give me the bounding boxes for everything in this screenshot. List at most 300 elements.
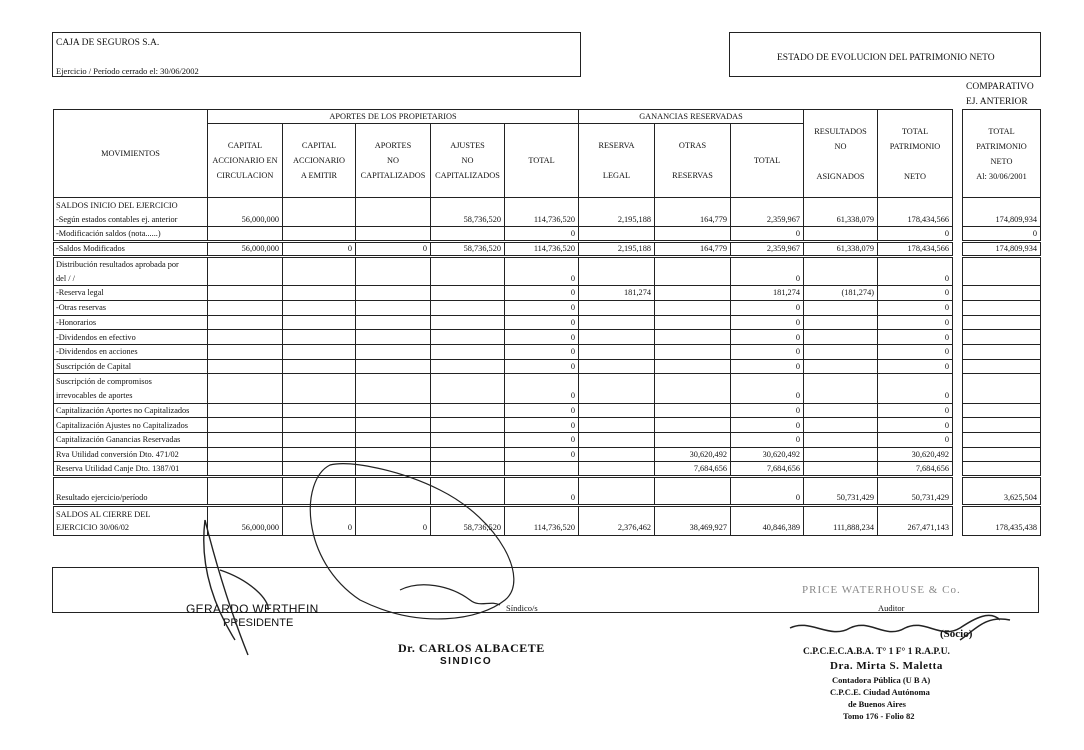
cell-value: 0 <box>731 491 804 506</box>
cell-value <box>208 462 283 477</box>
cell-value: 2,376,462 <box>579 521 655 536</box>
cell-value: 0 <box>505 286 579 301</box>
col-header-aportes-no-cap: APORTES NO CAPITALIZADOS <box>356 124 431 198</box>
cell-value <box>431 491 505 506</box>
cell-value: 0 <box>731 330 804 345</box>
cell-value <box>655 506 731 521</box>
row-label: -Reserva legal <box>54 286 208 301</box>
table-row <box>54 227 953 242</box>
comparativo-value <box>963 300 1041 315</box>
cell-value: 0 <box>505 315 579 330</box>
cell-value: 0 <box>505 271 579 286</box>
comparativo-row <box>963 286 1041 301</box>
table-row <box>54 521 953 536</box>
cell-value <box>804 256 878 271</box>
company-box <box>52 32 581 77</box>
cell-value <box>579 506 655 521</box>
cell-value <box>579 227 655 242</box>
comparativo-row <box>963 418 1041 433</box>
cell-value: 0 <box>731 388 804 403</box>
cell-value: 0 <box>356 521 431 536</box>
cell-value <box>431 477 505 492</box>
cell-value <box>208 506 283 521</box>
row-label: Suscripción de compromisos <box>54 374 208 389</box>
comparativo-value <box>963 315 1041 330</box>
cell-value: 30,620,492 <box>655 447 731 462</box>
cell-value <box>356 418 431 433</box>
comparativo-row <box>963 271 1041 286</box>
cell-value <box>804 315 878 330</box>
cell-value <box>655 374 731 389</box>
cell-value: 0 <box>878 403 953 418</box>
cell-value <box>655 418 731 433</box>
comparativo-value <box>963 403 1041 418</box>
cell-value <box>283 330 356 345</box>
cell-value <box>208 344 283 359</box>
row-label: Capitalización Ganancias Reservadas <box>54 433 208 448</box>
cell-value: 2,359,967 <box>731 242 804 257</box>
table-row <box>54 477 953 492</box>
cell-value <box>505 198 579 213</box>
cell-value: 178,434,566 <box>878 242 953 257</box>
cell-value <box>208 330 283 345</box>
cell-value: 181,274 <box>579 286 655 301</box>
cell-value <box>579 388 655 403</box>
cell-value: 181,274 <box>731 286 804 301</box>
sindico-title: SINDICO <box>440 656 493 667</box>
cell-value: 0 <box>731 271 804 286</box>
cell-value: 0 <box>878 300 953 315</box>
cell-value <box>356 300 431 315</box>
cell-value: 0 <box>731 300 804 315</box>
cell-value <box>505 256 579 271</box>
cell-value <box>356 330 431 345</box>
cell-value <box>804 462 878 477</box>
cell-value <box>208 271 283 286</box>
cell-value <box>283 212 356 227</box>
cell-value: 0 <box>505 418 579 433</box>
cell-value <box>655 344 731 359</box>
cell-value: 7,684,656 <box>878 462 953 477</box>
period-label: Ejercicio / Período cerrado el: 30/06/2002 <box>56 66 199 76</box>
cell-value <box>208 477 283 492</box>
cell-value <box>283 271 356 286</box>
cell-value: 58,736,520 <box>431 521 505 536</box>
row-label: -Saldos Modificados <box>54 242 208 257</box>
cell-value: 0 <box>878 315 953 330</box>
table-row <box>54 300 953 315</box>
cell-value: 0 <box>356 242 431 257</box>
cell-value: 56,000,000 <box>208 212 283 227</box>
table-row <box>54 212 953 227</box>
cell-value <box>283 286 356 301</box>
cell-value <box>731 256 804 271</box>
comparativo-row <box>963 374 1041 389</box>
cell-value <box>804 359 878 374</box>
company-name: CAJA DE SEGUROS S.A. <box>56 38 160 48</box>
group-header-ganancias: GANANCIAS RESERVADAS <box>579 110 804 124</box>
cell-value <box>356 462 431 477</box>
cell-value <box>804 300 878 315</box>
cell-value: 38,469,927 <box>655 521 731 536</box>
row-label: SALDOS AL CIERRE DEL <box>54 506 208 521</box>
cell-value: 114,736,520 <box>505 521 579 536</box>
cell-value <box>804 433 878 448</box>
cell-value <box>208 256 283 271</box>
cell-value: 0 <box>505 359 579 374</box>
cell-value: 0 <box>505 388 579 403</box>
cell-value <box>283 447 356 462</box>
cell-value <box>431 227 505 242</box>
cell-value <box>804 271 878 286</box>
table-row <box>54 286 953 301</box>
col-header-movimientos: MOVIMIENTOS <box>54 110 208 198</box>
table-row <box>54 330 953 345</box>
cell-value <box>283 477 356 492</box>
table-row <box>54 462 953 477</box>
cell-value <box>283 388 356 403</box>
cell-value: 0 <box>878 330 953 345</box>
comparativo-value <box>963 359 1041 374</box>
cell-value: 0 <box>283 242 356 257</box>
cell-value <box>731 477 804 492</box>
cell-value <box>804 198 878 213</box>
cell-value <box>356 315 431 330</box>
cell-value <box>356 374 431 389</box>
cell-value: 0 <box>505 491 579 506</box>
cell-value <box>431 433 505 448</box>
comparativo-value <box>963 344 1041 359</box>
cell-value <box>208 359 283 374</box>
cell-value <box>283 300 356 315</box>
cell-value <box>878 198 953 213</box>
comparativo-row <box>963 477 1041 492</box>
cell-value: 2,195,188 <box>579 212 655 227</box>
cell-value: 0 <box>878 418 953 433</box>
comparativo-row <box>963 212 1041 227</box>
cell-value: 0 <box>505 403 579 418</box>
cell-value <box>356 491 431 506</box>
dra-name: Dra. Mirta S. Maletta <box>830 660 943 672</box>
cell-value: 0 <box>878 433 953 448</box>
cell-value <box>579 433 655 448</box>
cell-value <box>431 256 505 271</box>
cell-value: 0 <box>505 227 579 242</box>
cell-value: 111,888,234 <box>804 521 878 536</box>
auditor-firm: PRICE WATERHOUSE & Co. <box>802 584 961 596</box>
cell-value <box>431 462 505 477</box>
cell-value <box>804 374 878 389</box>
cell-value <box>208 286 283 301</box>
statement-title: ESTADO DE EVOLUCION DEL PATRIMONIO NETO <box>777 53 995 63</box>
table-row <box>54 374 953 389</box>
cell-value <box>731 198 804 213</box>
cell-value: 0 <box>283 521 356 536</box>
cell-value <box>283 418 356 433</box>
comparativo-value: 178,435,438 <box>963 521 1041 536</box>
statement-title-box <box>729 32 1041 77</box>
comparativo-row <box>963 330 1041 345</box>
cell-value: 0 <box>731 227 804 242</box>
cell-value <box>655 315 731 330</box>
row-label: SALDOS INICIO DEL EJERCICIO <box>54 198 208 213</box>
cell-value: 61,338,079 <box>804 242 878 257</box>
comparativo-value <box>963 388 1041 403</box>
cell-value <box>431 447 505 462</box>
cell-value: 7,684,656 <box>655 462 731 477</box>
cell-value <box>356 271 431 286</box>
comparativo-row <box>963 447 1041 462</box>
cell-value <box>356 403 431 418</box>
row-label: Capitalización Aportes no Capitalizados <box>54 403 208 418</box>
cpce-line: C.P.C.E.C.A.B.A. T° 1 F° 1 R.A.P.U. <box>803 647 950 657</box>
cell-value <box>579 344 655 359</box>
comparativo-row <box>963 388 1041 403</box>
comparativo-row <box>963 344 1041 359</box>
cell-value <box>356 198 431 213</box>
comparativo-label: COMPARATIVO <box>966 82 1034 92</box>
cell-value <box>208 300 283 315</box>
cell-value <box>579 198 655 213</box>
cell-value <box>579 359 655 374</box>
cell-value <box>579 374 655 389</box>
comparativo-row <box>963 433 1041 448</box>
comparativo-row <box>963 491 1041 506</box>
cell-value <box>655 359 731 374</box>
cell-value: 0 <box>505 433 579 448</box>
comparativo-value <box>963 330 1041 345</box>
cell-value: 0 <box>731 433 804 448</box>
row-label: -Según estados contables ej. anterior <box>54 212 208 227</box>
cell-value <box>505 462 579 477</box>
cell-value <box>431 198 505 213</box>
cell-value <box>283 403 356 418</box>
table-row <box>54 447 953 462</box>
cell-value: 56,000,000 <box>208 242 283 257</box>
cell-value: 2,359,967 <box>731 212 804 227</box>
cell-value <box>804 344 878 359</box>
cell-value: 0 <box>878 286 953 301</box>
cell-value: 30,620,492 <box>878 447 953 462</box>
comparativo-value <box>963 477 1041 492</box>
row-label: -Dividendos en efectivo <box>54 330 208 345</box>
cell-value <box>731 374 804 389</box>
cell-value <box>356 344 431 359</box>
cell-value <box>283 359 356 374</box>
cell-value <box>655 256 731 271</box>
table-row <box>54 403 953 418</box>
cell-value <box>431 330 505 345</box>
cell-value <box>208 491 283 506</box>
presidente-title: PRESIDENTE <box>223 617 294 629</box>
cell-value <box>804 447 878 462</box>
cell-value <box>655 491 731 506</box>
cell-value <box>356 388 431 403</box>
table-row <box>54 271 953 286</box>
cell-value <box>283 506 356 521</box>
dra-line-1: Contadora Pública (U B A) <box>832 675 931 685</box>
cell-value: 164,779 <box>655 212 731 227</box>
col-header-capital-emitir: CAPITAL ACCIONARIO A EMITIR <box>283 124 356 198</box>
cell-value <box>878 256 953 271</box>
cell-value <box>655 403 731 418</box>
cell-value <box>804 330 878 345</box>
cell-value: 61,338,079 <box>804 212 878 227</box>
cell-value <box>356 212 431 227</box>
row-label: -Otras reservas <box>54 300 208 315</box>
comparativo-value <box>963 256 1041 271</box>
cell-value <box>804 227 878 242</box>
table-row <box>54 433 953 448</box>
cell-value <box>579 271 655 286</box>
cell-value <box>356 227 431 242</box>
dra-line-2: C.P.C.E. Ciudad Autónoma <box>830 687 930 697</box>
cell-value: 178,434,566 <box>878 212 953 227</box>
cell-value <box>579 477 655 492</box>
cell-value <box>579 462 655 477</box>
cell-value <box>655 300 731 315</box>
table-row <box>54 256 953 271</box>
cell-value: 0 <box>731 403 804 418</box>
row-label: Resultado ejercicio/período <box>54 491 208 506</box>
cell-value <box>804 506 878 521</box>
cell-value <box>431 418 505 433</box>
cell-value <box>655 433 731 448</box>
comparativo-row <box>963 506 1041 521</box>
cell-value <box>579 256 655 271</box>
comparativo-value: 174,809,934 <box>963 242 1041 257</box>
cell-value: 114,736,520 <box>505 212 579 227</box>
cell-value: 267,471,143 <box>878 521 953 536</box>
comparativo-table <box>962 109 1041 536</box>
comparativo-value <box>963 506 1041 521</box>
col-header-otras-reservas: OTRAS RESERVAS <box>655 124 731 198</box>
cell-value <box>505 506 579 521</box>
cell-value: 0 <box>878 359 953 374</box>
cell-value <box>505 477 579 492</box>
cell-value <box>579 418 655 433</box>
cell-value <box>208 315 283 330</box>
cell-value <box>356 477 431 492</box>
cell-value: 0 <box>731 418 804 433</box>
cell-value <box>283 433 356 448</box>
comparativo-value <box>963 462 1041 477</box>
cell-value <box>655 227 731 242</box>
cell-value <box>804 403 878 418</box>
cell-value <box>878 374 953 389</box>
cell-value <box>431 403 505 418</box>
cell-value <box>356 286 431 301</box>
dra-line-3: de Buenos Aires <box>848 699 906 709</box>
cell-value: 114,736,520 <box>505 242 579 257</box>
comparativo-row <box>963 315 1041 330</box>
cell-value: 0 <box>505 330 579 345</box>
group-header-aportes: APORTES DE LOS PROPIETARIOS <box>208 110 579 124</box>
cell-value <box>356 359 431 374</box>
cell-value <box>804 388 878 403</box>
cell-value <box>283 227 356 242</box>
cell-value <box>804 477 878 492</box>
table-row <box>54 418 953 433</box>
comparativo-row <box>963 256 1041 271</box>
cell-value: 58,736,520 <box>431 242 505 257</box>
row-label: -Honorarios <box>54 315 208 330</box>
cell-value <box>655 271 731 286</box>
cell-value <box>579 491 655 506</box>
cell-value <box>283 256 356 271</box>
cell-value <box>208 374 283 389</box>
cell-value <box>208 227 283 242</box>
comparativo-row <box>963 227 1041 242</box>
cell-value <box>431 300 505 315</box>
row-label: irrevocables de aportes <box>54 388 208 403</box>
cell-value <box>655 388 731 403</box>
cell-value <box>655 477 731 492</box>
cell-value <box>356 433 431 448</box>
cell-value <box>431 506 505 521</box>
cell-value <box>431 359 505 374</box>
cell-value <box>283 491 356 506</box>
comparativo-row <box>963 359 1041 374</box>
row-label: -Dividendos en acciones <box>54 344 208 359</box>
cell-value: 0 <box>731 359 804 374</box>
cell-value: 0 <box>731 315 804 330</box>
ejercicio-anterior-label: EJ. ANTERIOR <box>966 97 1028 107</box>
comparativo-row <box>963 300 1041 315</box>
cell-value <box>356 256 431 271</box>
cell-value: 164,779 <box>655 242 731 257</box>
cell-value <box>283 198 356 213</box>
cell-value: 7,684,656 <box>731 462 804 477</box>
comparativo-value <box>963 271 1041 286</box>
table-row <box>54 198 953 213</box>
table-row <box>54 506 953 521</box>
table-row <box>54 359 953 374</box>
cell-value <box>431 374 505 389</box>
patrimonio-neto-table <box>53 109 953 536</box>
cell-value <box>208 447 283 462</box>
cell-value <box>283 462 356 477</box>
row-label <box>54 477 208 492</box>
cell-value <box>208 388 283 403</box>
cell-value: 40,846,389 <box>731 521 804 536</box>
row-label: del / / <box>54 271 208 286</box>
auditor-label: Auditor <box>878 603 905 613</box>
col-header-total-ganancias: TOTAL <box>731 124 804 198</box>
row-label: Suscripción de Capital <box>54 359 208 374</box>
cell-value <box>878 477 953 492</box>
cell-value <box>283 374 356 389</box>
col-header-total-patrimonio: TOTAL PATRIMONIO NETO <box>878 110 953 198</box>
col-header-total-aportes: TOTAL <box>505 124 579 198</box>
cell-value <box>431 315 505 330</box>
comparativo-row <box>963 462 1041 477</box>
cell-value: 0 <box>878 388 953 403</box>
cell-value <box>505 374 579 389</box>
cell-value <box>431 271 505 286</box>
cell-value: 0 <box>878 271 953 286</box>
comparativo-value <box>963 418 1041 433</box>
cell-value: 0 <box>731 344 804 359</box>
presidente-name: GERARDO WERTHEIN <box>186 602 319 616</box>
cell-value <box>579 403 655 418</box>
comparativo-value <box>963 374 1041 389</box>
cell-value: (181,274) <box>804 286 878 301</box>
cell-value: 0 <box>878 344 953 359</box>
dra-line-4: Tomo 176 - Folio 82 <box>843 711 915 721</box>
cell-value: 0 <box>878 227 953 242</box>
comparativo-value: 3,625,504 <box>963 491 1041 506</box>
